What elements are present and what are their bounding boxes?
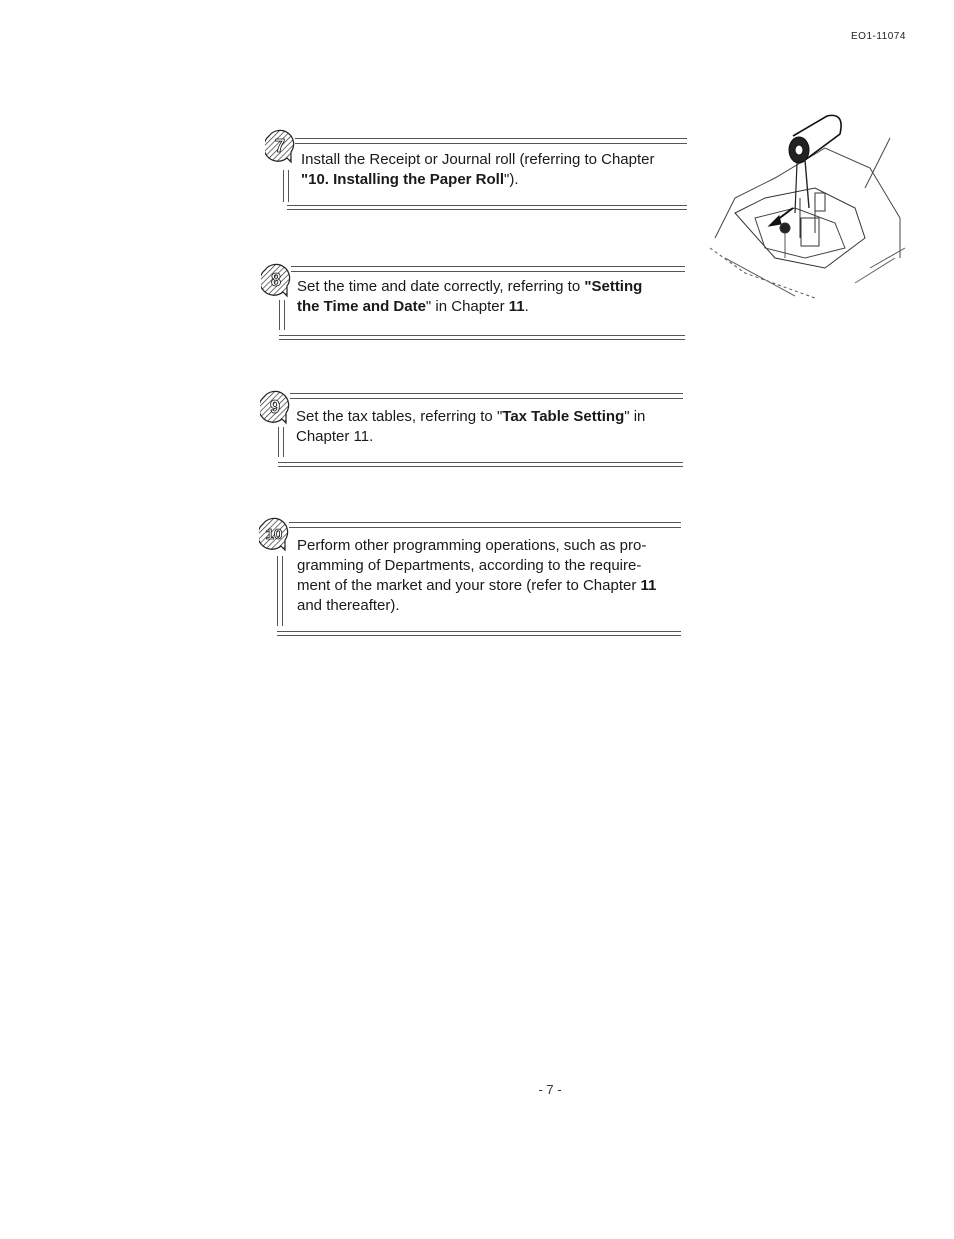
step-number-badge-10-icon [259,510,289,554]
step-text: Set the tax tables, referring to "Tax Table Setting" in Chapter 11. [296,408,646,445]
step-7 [265,120,687,210]
step-vertical-bar [283,170,289,202]
step-rule-top [289,522,681,528]
step-number-badge-7-icon [265,122,295,166]
step-rule-bottom [287,205,687,210]
step-vertical-bar [279,300,285,330]
step-number: 7 [274,136,286,156]
step-text: Perform other programming operations, such as pro- gramming of Departments, according to the require- ment of the market and your store (refer to Chapter 11 and thereafter). [297,537,657,614]
step-number: 8 [270,270,282,290]
step-number: 9 [269,397,281,417]
step-rule-top [295,138,687,144]
step-vertical-bar [277,556,283,626]
step-10 [259,510,681,636]
step-rule-bottom [277,631,681,636]
step-rule-bottom [278,462,683,467]
page-number: - 7 - [538,1082,562,1097]
paper-roll-installation-illustration [705,108,910,303]
step-text: Install the Receipt or Journal roll (referring to Chapter "10. Installing the Paper Roll"). [301,151,655,188]
step-rule-top [291,266,685,272]
step-text: Set the time and date correctly, referring to "Setting the Time and Date" in Chapter 11. [297,278,643,315]
step-vertical-bar [278,427,284,457]
step-9 [260,383,683,467]
step-rule-bottom [279,335,685,340]
step-8 [261,256,685,340]
document-code: EO1-11074 [851,31,906,42]
step-number-badge-8-icon [261,256,291,300]
step-number-badge-9-icon [260,383,290,427]
step-rule-top [290,393,683,399]
step-number: 10 [265,526,283,543]
